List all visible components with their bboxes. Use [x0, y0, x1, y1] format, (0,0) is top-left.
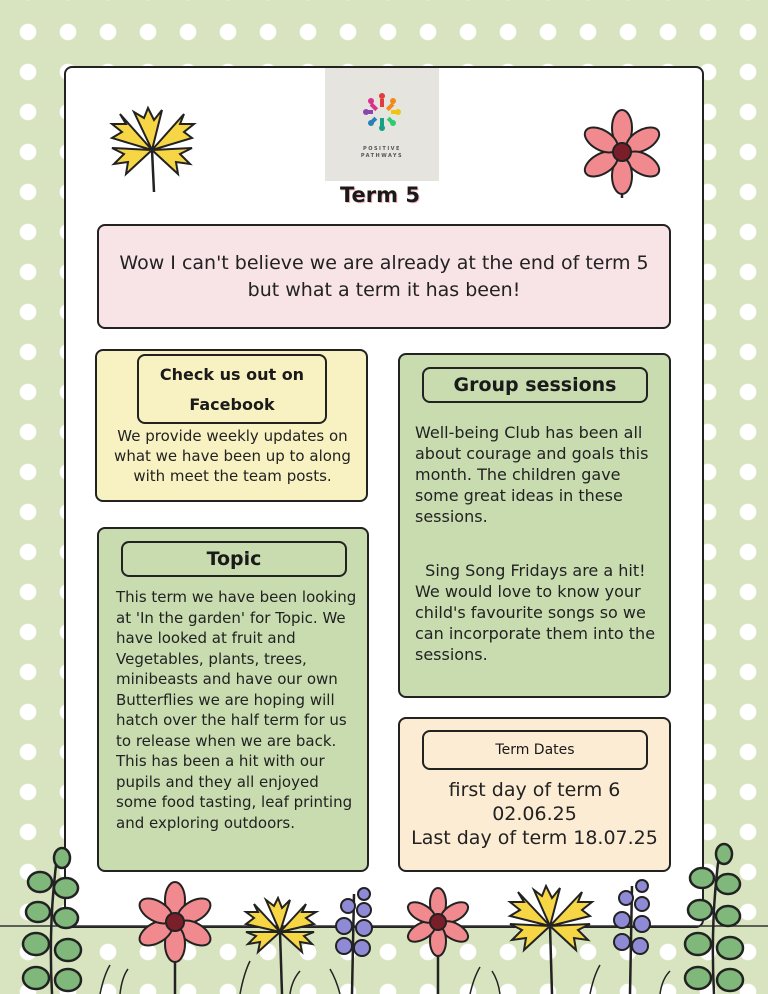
leaf-stem-icon	[680, 838, 750, 994]
topic-box	[97, 527, 369, 872]
group-sessions-box	[398, 353, 671, 698]
facebook-box	[95, 349, 368, 502]
group-sessions-para-1: Well-being Club has been all about courage and goals this month. The children gave some great ideas in these sessions.	[415, 423, 649, 526]
page-title: Term 5	[340, 183, 420, 207]
facebook-heading-line-2: Facebook	[189, 395, 275, 414]
yellow-flower-icon	[504, 884, 596, 994]
topic-text: This term we have been looking at 'In the garden' for Topic. We have looked at fruit and Vegetables, plants, trees, minibeasts and have our own Butterflies we are hoping will hatch over the half term for us to release when we are back. This has been a hit with our pupils and they all enjoyed some food tasting, leaf printing and exploring outdoors.	[116, 588, 357, 832]
leaf-stem-icon	[18, 840, 88, 994]
facebook-text: We provide weekly updates on what we have been up to along with meet the team posts.	[114, 427, 351, 485]
logo-line-2: PATHWAYS	[360, 153, 404, 159]
term-dates-heading: Term Dates	[422, 730, 648, 770]
yellow-flower-icon	[104, 104, 198, 194]
facebook-heading-line-1: Check us out on	[159, 365, 305, 384]
pink-flower-icon	[130, 878, 220, 994]
term-dates-box	[398, 717, 671, 872]
term-dates-line-3: Last day of term 18.07.25	[411, 827, 658, 849]
term-dates-line-1: first day of term 6	[448, 779, 621, 801]
blue-bell-flower-icon	[608, 876, 658, 994]
yellow-flower-icon	[240, 896, 320, 994]
pink-flower-icon	[400, 884, 476, 994]
group-sessions-para-2: Sing Song Fridays are a hit! We would love to know your child's favourite songs so we can incorporate them into the sessions.	[415, 561, 661, 664]
topic-heading: Topic	[121, 541, 347, 577]
term-dates-line-2: 02.06.25	[492, 803, 577, 825]
people-circle-logo-icon	[325, 68, 439, 148]
group-sessions-heading: Group sessions	[422, 367, 648, 403]
blue-bell-flower-icon	[330, 884, 380, 994]
logo-line-1: POSITIVE	[363, 146, 401, 152]
intro-banner: Wow I can't believe we are already at the end of term 5 but what a term it has been!	[97, 224, 671, 329]
logo	[325, 68, 439, 181]
pink-flower-icon	[576, 108, 668, 198]
facebook-heading[interactable]	[137, 354, 327, 424]
